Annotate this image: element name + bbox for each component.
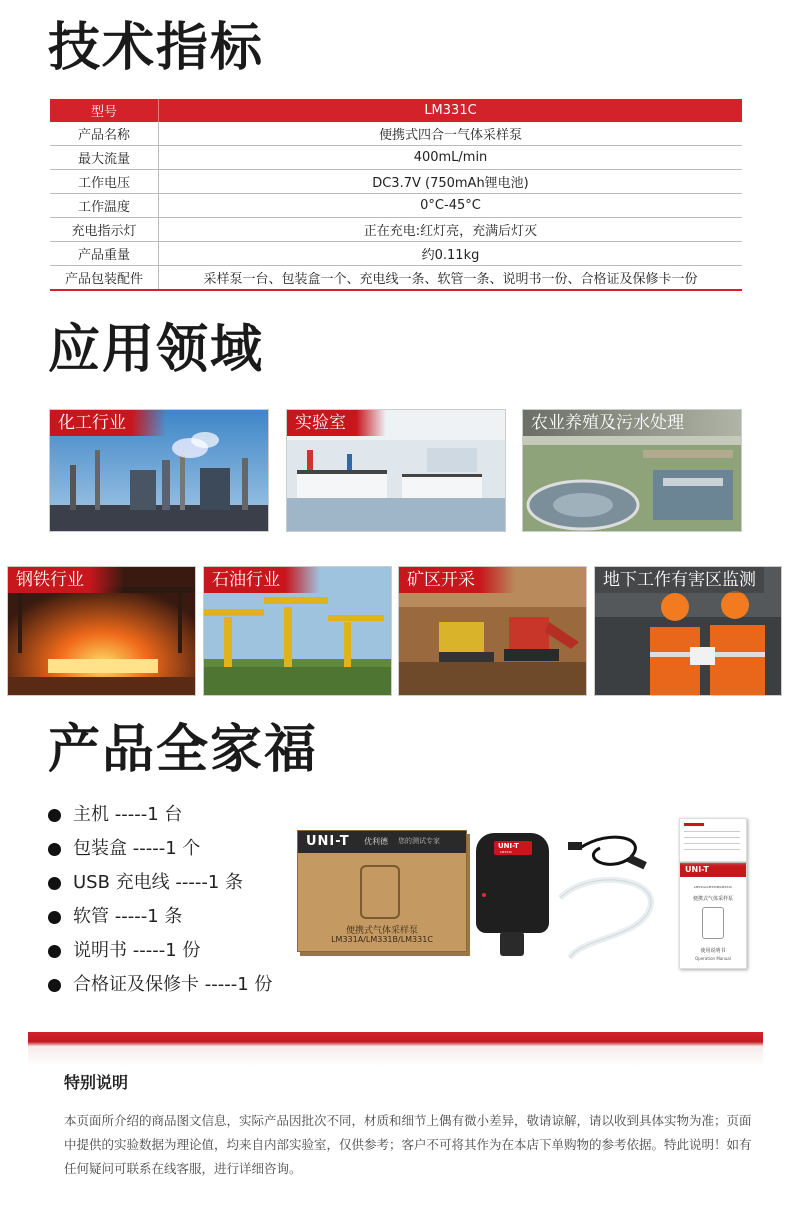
spec-label: 最大流量 bbox=[50, 146, 159, 170]
bullet-icon bbox=[48, 809, 61, 822]
list-item bbox=[48, 900, 272, 934]
notice-shadow bbox=[28, 1046, 763, 1066]
usb-cable-and-tube-image bbox=[550, 828, 670, 968]
spec-row bbox=[50, 266, 742, 291]
manual-doc-title: 使用说明书 bbox=[700, 948, 726, 954]
manual-image bbox=[679, 862, 747, 969]
spec-row bbox=[50, 122, 742, 146]
spec-label: 产品名称 bbox=[50, 122, 159, 146]
pump-inlet bbox=[500, 932, 524, 956]
application-label: 实验室 bbox=[287, 410, 386, 436]
bullet-icon bbox=[48, 843, 61, 856]
spec-label: 型号 bbox=[50, 99, 159, 122]
spec-label: 充电指示灯 bbox=[50, 218, 159, 242]
list-item bbox=[48, 934, 272, 968]
item-text: USB 充电线 -----1 条 bbox=[73, 872, 244, 893]
spec-value: 便携式四合一气体采样泵 bbox=[159, 122, 743, 146]
manual-brand: UNI-T bbox=[685, 865, 709, 874]
application-tile-chemical bbox=[49, 409, 269, 532]
item-text: 软管 -----1 条 bbox=[73, 906, 183, 927]
spec-row bbox=[50, 99, 742, 122]
application-label: 化工行业 bbox=[50, 410, 166, 436]
application-tile-steel bbox=[7, 566, 196, 696]
sampling-pump-image bbox=[476, 833, 549, 933]
application-label: 地下工作有害区监测 bbox=[595, 567, 764, 593]
list-item bbox=[48, 866, 272, 900]
box-tagline: 优利德 bbox=[364, 837, 388, 846]
spec-row bbox=[50, 194, 742, 218]
pump-model: LM331C bbox=[500, 850, 513, 854]
application-tile-lab bbox=[286, 409, 506, 532]
application-tile-oil bbox=[203, 566, 392, 696]
spec-label: 产品包装配件 bbox=[50, 266, 159, 291]
item-text: 说明书 -----1 份 bbox=[73, 940, 201, 961]
spec-value: 约0.11kg bbox=[159, 242, 743, 266]
spec-label: 工作电压 bbox=[50, 170, 159, 194]
notice-body: 本页面所介绍的商品图文信息，实际产品因批次不同，材质和细节上偶有微小差异，敬请谅解，请以收到具体实物为准；页面中提供的实验数据为理论值，均来自内部实验室，仅供参考；客户不可将其作为在本店下单购物的参考依据。特此说明！如有任何疑问可联系在线客服，进行详细咨询。 bbox=[64, 1113, 752, 1176]
packaging-box-image bbox=[297, 830, 467, 952]
package-contents-list bbox=[48, 798, 272, 1002]
application-label: 钢铁行业 bbox=[8, 567, 124, 593]
spec-row bbox=[50, 218, 742, 242]
list-item bbox=[48, 798, 272, 832]
item-text: 主机 -----1 台 bbox=[73, 804, 183, 825]
spec-row bbox=[50, 146, 742, 170]
spec-row bbox=[50, 170, 742, 194]
list-item bbox=[48, 832, 272, 866]
family-section-title: 产品全家福 bbox=[48, 720, 319, 780]
box-product-name: 便携式气体采样泵 bbox=[345, 926, 418, 936]
pump-brand: UNI-T bbox=[498, 842, 519, 850]
spec-label: 产品重量 bbox=[50, 242, 159, 266]
spec-value: 0°C-45°C bbox=[159, 194, 743, 218]
manual-models: LM331A/LM331B/LM331C bbox=[693, 885, 733, 889]
bullet-icon bbox=[48, 877, 61, 890]
application-tile-agriculture bbox=[522, 409, 742, 532]
spec-value: LM331C bbox=[159, 99, 743, 122]
list-item bbox=[48, 968, 272, 1002]
application-label: 矿区开采 bbox=[399, 567, 515, 593]
applications-section-title: 应用领域 bbox=[48, 320, 265, 380]
application-label: 石油行业 bbox=[204, 567, 320, 593]
spec-value: DC3.7V (750mAh锂电池) bbox=[159, 170, 743, 194]
bullet-icon bbox=[48, 911, 61, 924]
spec-value: 采样泵一台、包装盒一个、充电线一条、软管一条、说明书一份、合格证及保修卡一份 bbox=[159, 266, 743, 291]
box-brand: UNI-T bbox=[306, 834, 350, 849]
application-tile-underground bbox=[594, 566, 782, 696]
item-text: 合格证及保修卡 -----1 份 bbox=[73, 974, 273, 995]
notice-divider bbox=[28, 1032, 763, 1046]
bullet-icon bbox=[48, 979, 61, 992]
application-label: 农业养殖及污水处理 bbox=[523, 410, 741, 436]
spec-table bbox=[50, 99, 742, 291]
certificate-sheet-image bbox=[679, 818, 747, 862]
box-slogan: 您的测试专家 bbox=[398, 837, 440, 845]
bullet-icon bbox=[48, 945, 61, 958]
notice-title: 特别说明 bbox=[64, 1073, 129, 1092]
item-text: 包装盒 -----1 个 bbox=[73, 838, 201, 859]
spec-label: 工作温度 bbox=[50, 194, 159, 218]
application-tile-mining bbox=[398, 566, 587, 696]
box-models: LM331A/LM331B/LM331C bbox=[331, 935, 433, 944]
manual-doc-title-en: Operation Manual bbox=[695, 956, 731, 961]
specs-section-title: 技术指标 bbox=[48, 18, 265, 78]
manual-product-name: 便携式气体采样泵 bbox=[692, 896, 733, 902]
spec-value: 正在充电:红灯亮，充满后灯灭 bbox=[159, 218, 743, 242]
spec-value: 400mL/min bbox=[159, 146, 743, 170]
spec-row bbox=[50, 242, 742, 266]
